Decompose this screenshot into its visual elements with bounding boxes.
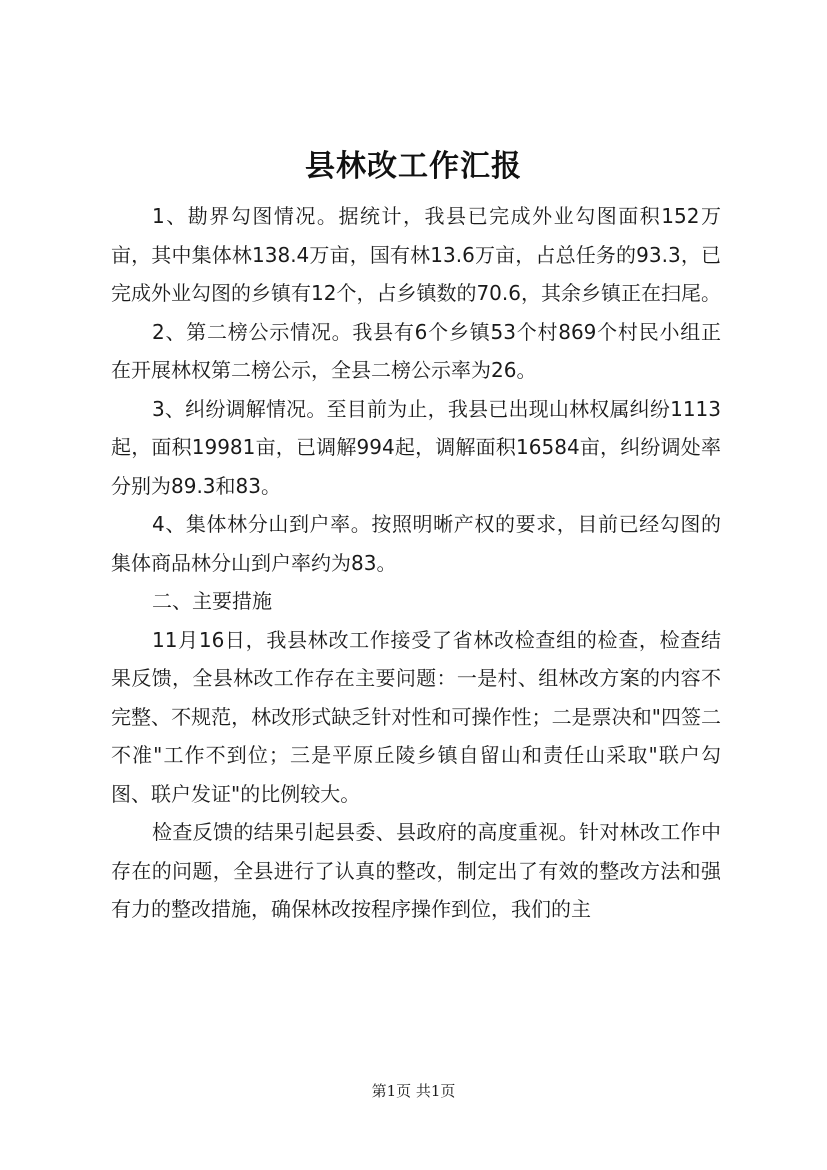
document-title: 县林改工作汇报 [305,149,522,184]
paragraph-survey-mapping: 1、勘界勾图情况。据统计，我县已完成外业勾图面积152万亩，其中集体林138.4万亩，国有林13.6万亩，占总任务的93.3，已完成外业勾图的乡镇有12个，占乡镇数的70.6，其余乡镇正在扫尾。 [111,204,721,305]
section-heading-main-measures: 二、主要措施 [152,589,272,613]
paragraph-rectification: 检查反馈的结果引起县委、县政府的高度重视。针对林改工作中存在的问题，全县进行了认真的整改，制定出了有效的整改方法和强有力的整改措施，确保林改按程序操作到位，我们的主 [111,820,721,921]
paragraph-second-list-publicity: 2、第二榜公示情况。我县有6个乡镇53个村869个村民小组正在开展林权第二榜公示，全县二榜公示率为26。 [111,319,721,382]
paragraph-household-allocation: 4、集体林分山到户率。按照明晰产权的要求，目前已经勾图的集体商品林分山到户率约为83。 [111,512,721,575]
paragraph-dispute-mediation: 3、纠纷调解情况。至目前为止，我县已出现山林权属纠纷1113起，面积19981亩，已调解994起，调解面积16584亩，纠纷调处率分别为89.3和83。 [111,396,721,498]
page-number-footer: 第1页 共1页 [371,1082,456,1100]
document-body [111,197,721,929]
paragraph-inspection-issues: 11月16日，我县林改工作接受了省林改检查组的检查，检查结果反馈，全县林改工作存在主要问题：一是村、组林改方案的内容不完整、不规范，林改形式缺乏针对性和可操作性；二是票决和"四签二不准"工作不到位；三是平原丘陵乡镇自留山和责任山采取"联户勾图、联户发证"的比例较大。 [111,627,721,806]
